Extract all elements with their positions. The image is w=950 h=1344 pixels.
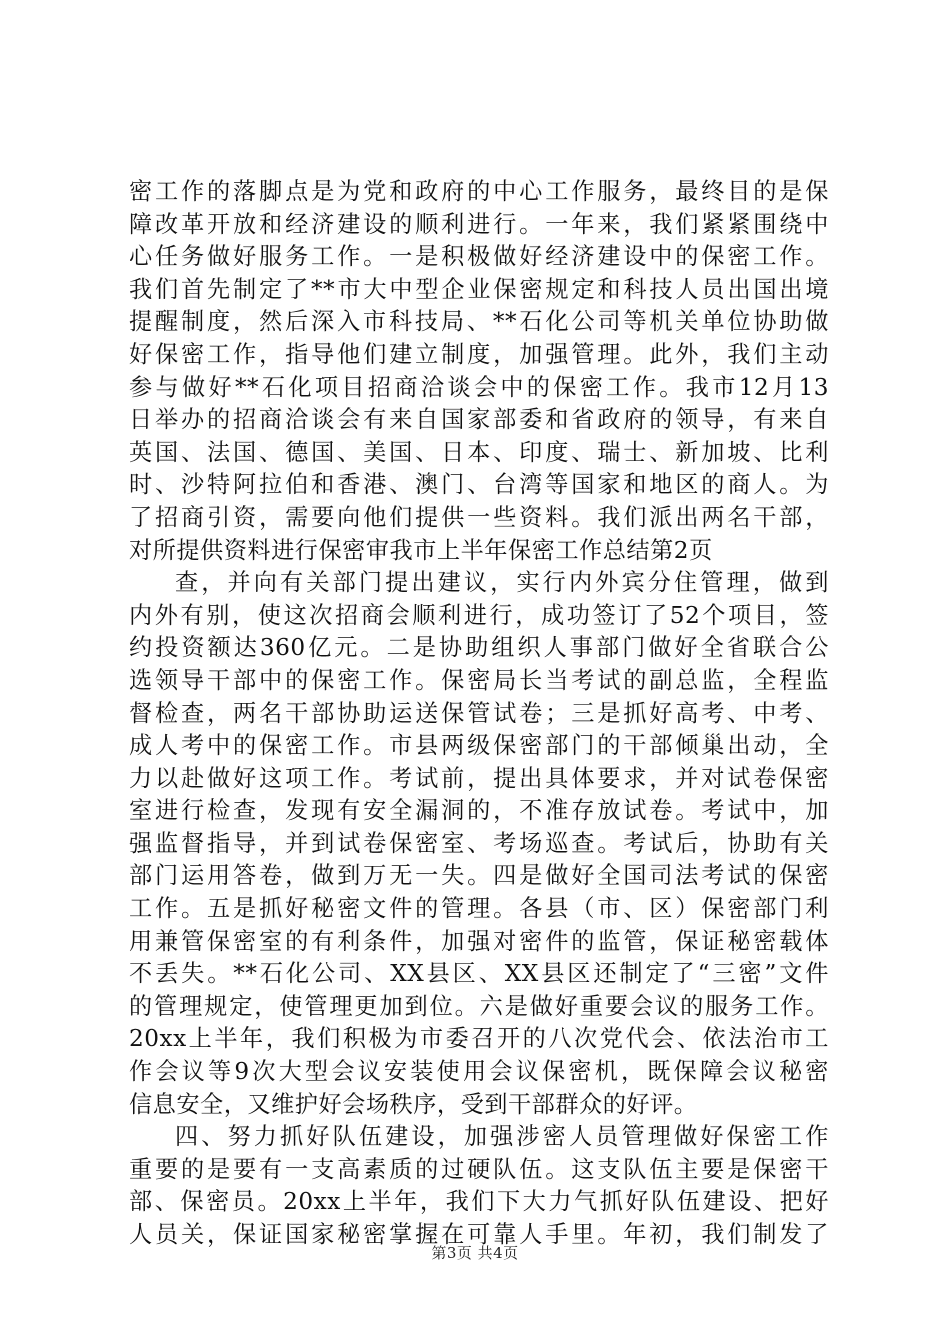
text-line: 作会议等9次大型会议安装使用会议保密机，既保障会议秘密: [129, 1058, 829, 1086]
text-line: 的管理规定，使管理更加到位。六是做好重要会议的服务工作。: [129, 992, 829, 1020]
text-line: 部门运用答卷，做到万无一失。四是做好全国司法考试的保密: [129, 862, 829, 890]
text-line: 选领导干部中的保密工作。保密局长当考试的副总监，全程监: [129, 666, 829, 694]
text-line: 四、努力抓好队伍建设，加强涉密人员管理做好保密工作: [175, 1123, 829, 1151]
text-line: 日举办的招商洽谈会有来自国家部委和省政府的领导，有来自: [129, 406, 829, 434]
text-line: 人员关，保证国家秘密掌握在可靠人手里。年初，我们制发了: [129, 1221, 829, 1248]
text-line: 对所提供资料进行保密审我市上半年保密工作总结第2页: [129, 536, 713, 564]
text-line: 用兼管保密室的有利条件，加强对密件的监管，保证秘密载体: [129, 927, 829, 955]
text-line: 提醒制度，然后深入市科技局、**石化公司等机关单位协助做: [129, 308, 829, 336]
text-line: 部、保密员。20xx上半年，我们下大力气抓好队伍建设、把好: [129, 1188, 829, 1216]
text-line: 成人考中的保密工作。市县两级保密部门的干部倾巢出动，全: [129, 732, 829, 760]
text-line: 20xx上半年，我们积极为市委召开的八次党代会、依法治市工: [129, 1025, 829, 1053]
text-line: 重要的是要有一支高素质的过硬队伍。这支队伍主要是保密干: [129, 1155, 829, 1183]
page-footer: 第3页 共4页: [431, 1244, 519, 1262]
text-line: 好保密工作，指导他们建立制度，加强管理。此外，我们主动: [129, 340, 829, 368]
text-line: 时、沙特阿拉伯和香港、澳门、台湾等国家和地区的商人。为: [129, 471, 829, 499]
text-line: 力以赴做好这项工作。考试前，提出具体要求，并对试卷保密: [129, 764, 829, 792]
text-line: 工作。五是抓好秘密文件的管理。各县（市、区）保密部门利: [129, 895, 829, 923]
text-line: 内外有别，使这次招商会顺利进行，成功签订了52个项目，签: [129, 601, 829, 629]
text-line: 不丢失。**石化公司、XX县区、XX县区还制定了“三密”文件: [129, 960, 829, 988]
text-line: 参与做好**石化项目招商洽谈会中的保密工作。我市12月13: [129, 373, 829, 401]
text-line: 心任务做好服务工作。一是积极做好经济建设中的保密工作。: [129, 243, 829, 271]
text-line: 信息安全，又维护好会场秩序，受到干部群众的好评。: [129, 1090, 698, 1118]
text-line: 室进行检查，发现有安全漏洞的，不准存放试卷。考试中，加: [129, 797, 829, 825]
text-line: 英国、法国、德国、美国、日本、印度、瑞士、新加坡、比利: [129, 438, 829, 466]
text-line: 密工作的落脚点是为党和政府的中心工作服务，最终目的是保: [129, 178, 829, 205]
text-line: 督检查，两名干部协助运送保管试卷；三是抓好高考、中考、: [129, 699, 829, 727]
text-line: 障改革开放和经济建设的顺利进行。一年来，我们紧紧围绕中: [129, 210, 829, 238]
text-line: 约投资额达360亿元。二是协助组织人事部门做好全省联合公: [129, 634, 829, 662]
text-line: 我们首先制定了**市大中型企业保密规定和科技人员出国出境: [129, 275, 829, 303]
text-line: 了招商引资，需要向他们提供一些资料。我们派出两名干部，: [129, 503, 829, 531]
text-line: 强监督指导，并到试卷保密室、考场巡查。考试后，协助有关: [129, 829, 829, 857]
text-line: 查，并向有关部门提出建议，实行内外宾分住管理，做到: [175, 569, 829, 597]
document-body: [129, 176, 829, 1252]
